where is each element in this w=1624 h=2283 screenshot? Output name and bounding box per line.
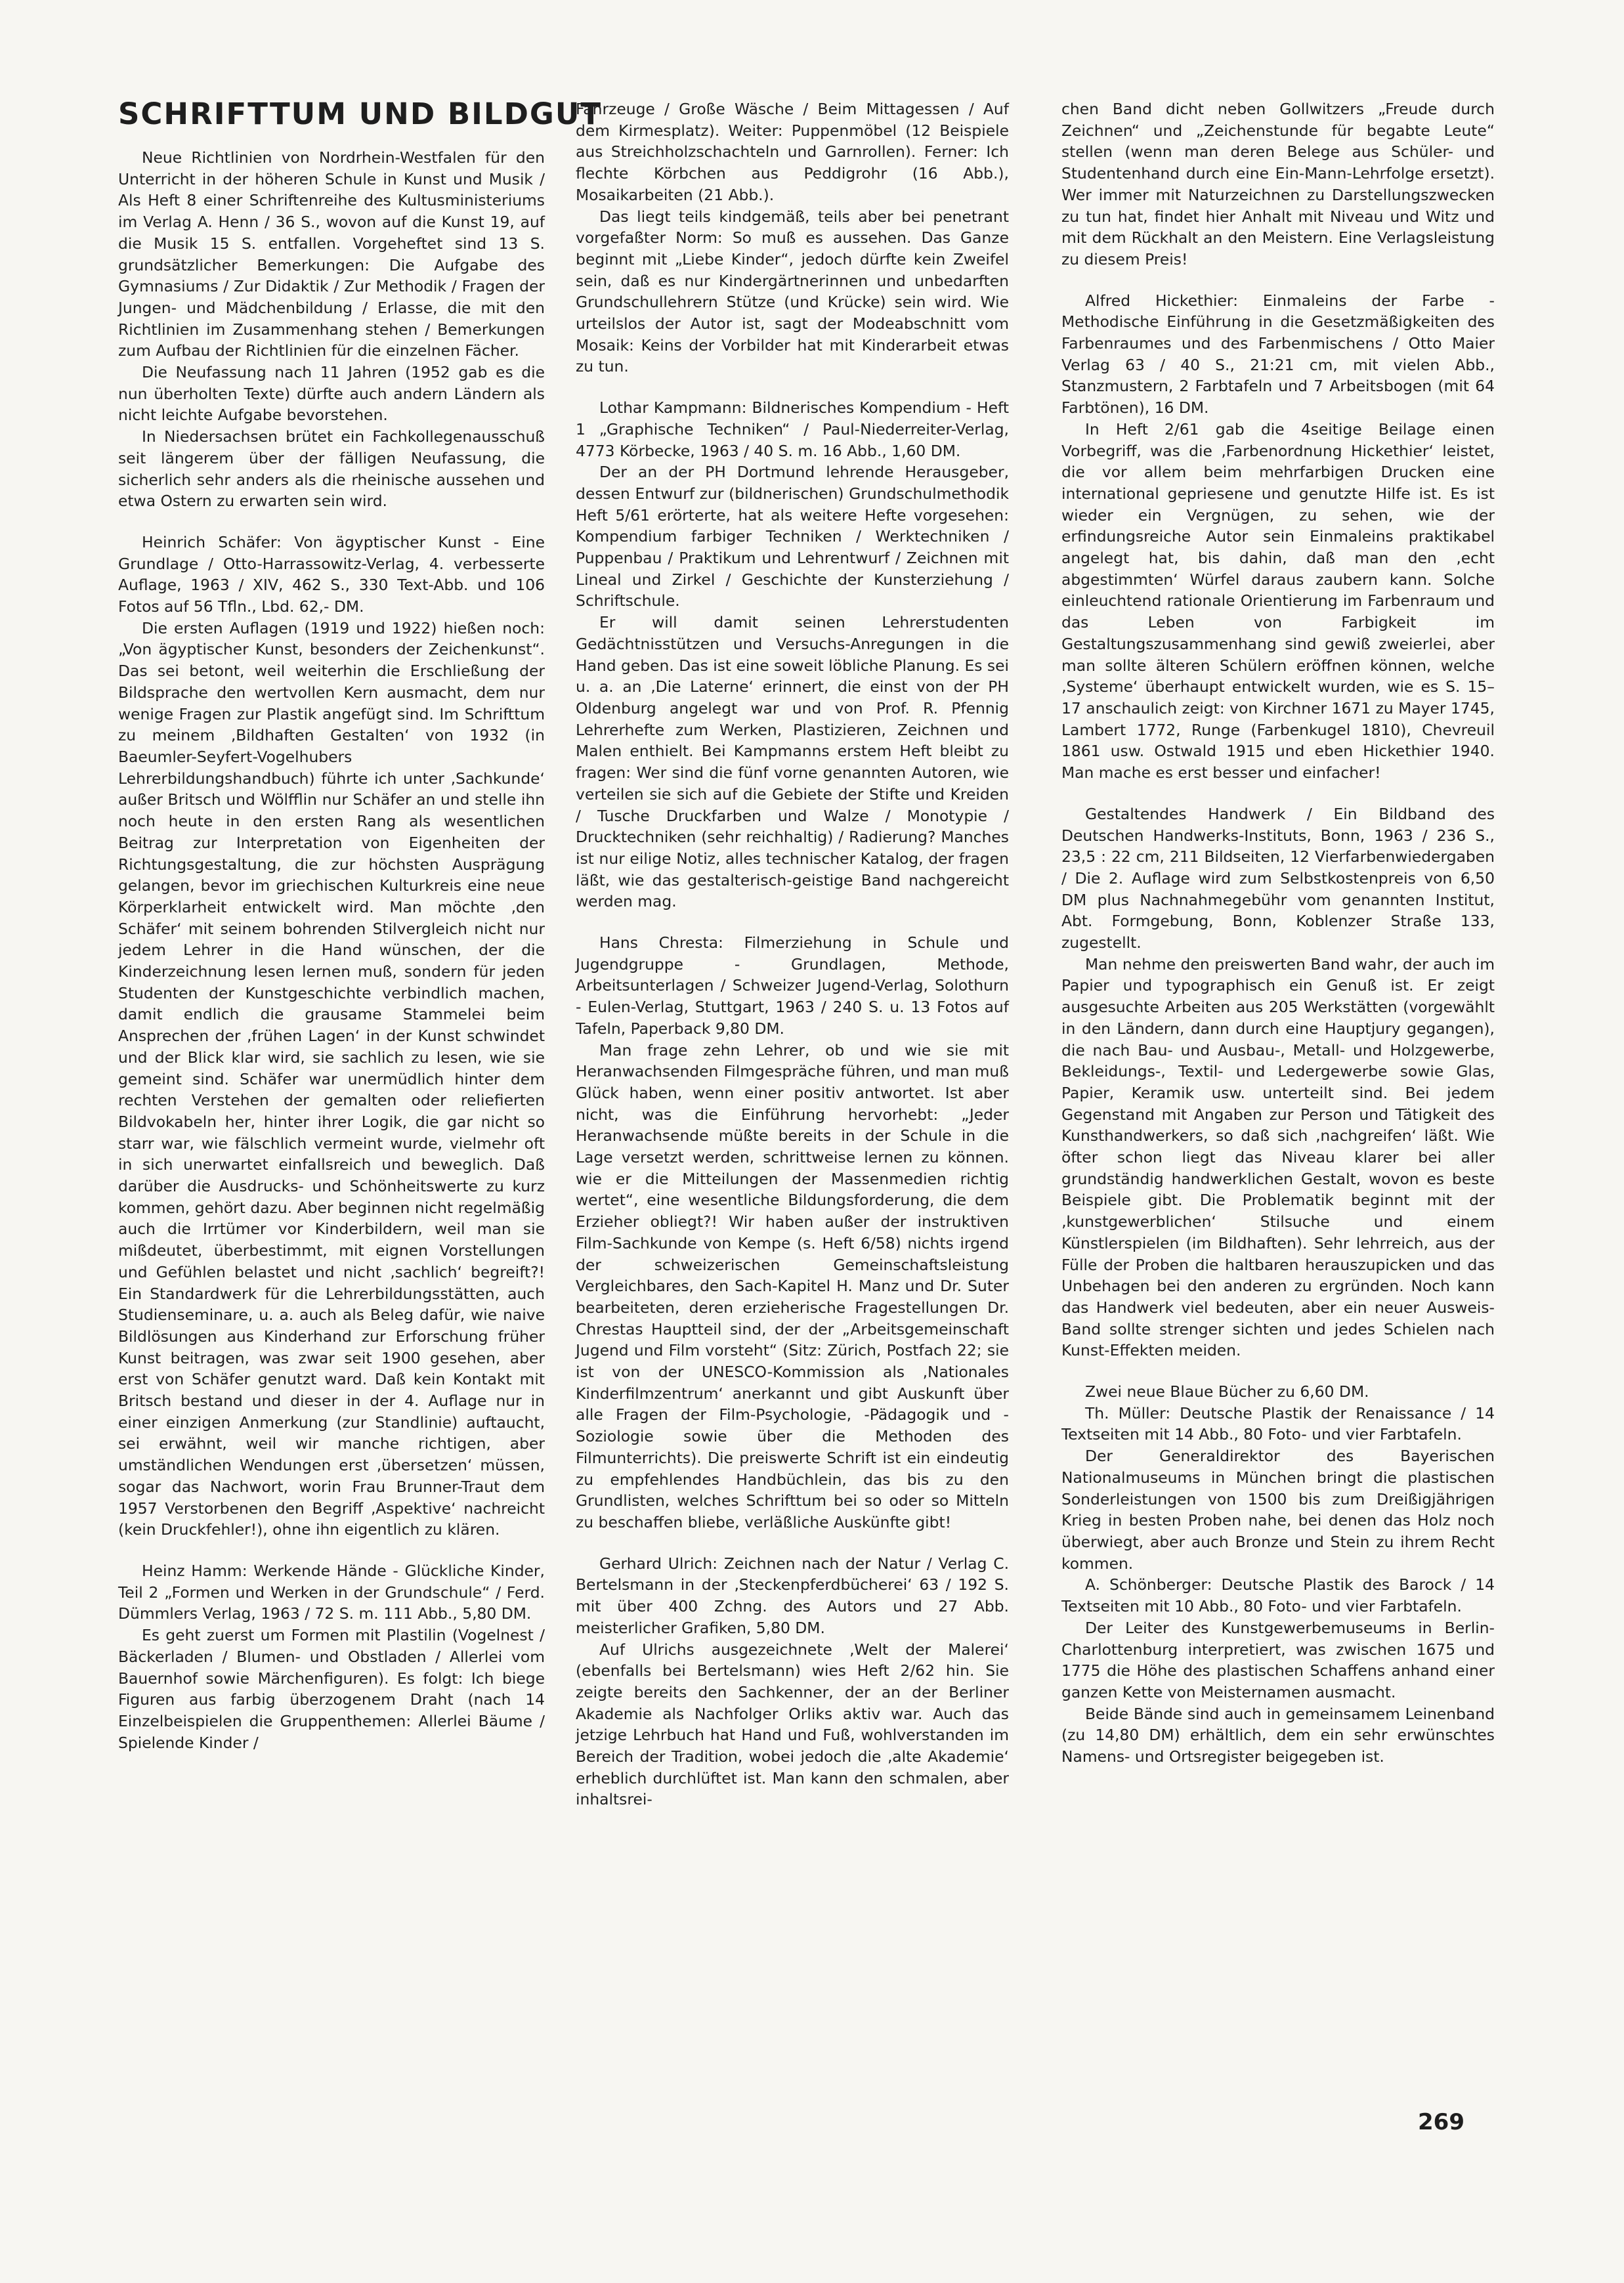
review-hamm-continued: Fahrzeuge / Große Wäsche / Beim Mittagessen / Auf dem Kirmesplatz). Weiter: Puppenmöbel (12 Beispiele aus Streichholzschachteln und Garnrollen). Ferner: Ich flechte Körbchen aus Peddigrohr (16 Abb.), Mosaikarbeiten (21 Abb.).	[576, 100, 1009, 204]
review-handwerk-citation: Gestaltendes Handwerk / Ein Bildband des Deutschen Handwerks-Instituts, Bonn, 1963 / 236 S., 23,5 : 22 cm, 211 Bildseiten, 12 Vierfarbenwiedergaben / Die 2. Auflage wird zum Selbstkostenpreis von 6,50 DM plus Nachnahmegebühr vom genannten Institut, Abt. Formgebung, Bonn, Koblenzer Straße 133, zugestellt.	[1061, 804, 1495, 952]
review-schaefer-text: Die ersten Auflagen (1919 und 1922) hießen noch: „Von ägyptischer Kunst, besonders der Zeichenkunst“. Das sei betont, weil weiterhin die Erschließung der Bildsprache den wertvollen Kern ausmacht, dem nur wenige Fragen zur Plastik angefügt sind. Im Schrifttum zu meinem ‚Bildhaften Gestalten‘ von 1932 (in Baeumler-Seyfert-Vogelhubers Lehrerbildungshandbuch) führte ich unter ‚Sachkunde‘ außer Britsch und Wölfflin nur Schäfer an und stelle ihn noch heute in den ersten Rang als wesentlichen Beitrag zur Interpretation von Eigenheiten der Richtungsgestaltung, die zur höchsten Ausprägung gelangen, bevor im griechischen Kulturkreis eine neue Körperklarheit entwickelt wird. Man möchte ‚den Schäfer‘ mit seinem bohrenden Stilvergleich nicht nur jedem Lehrer in die Hand wünschen, der die Kinderzeichnung lesen lernen muß, sondern für jeden Studenten der Kunstgeschichte verbindlich machen, damit endlich die grausame Stammelei beim Ansprechen der ‚frühen Lagen‘ in der Kunst schwindet und der Blick klar wird, sie sachlich zu lesen, wie sie gemeint sind. Schäfer war unermüdlich hinter dem rechten Verstehen der gemalten oder reliefierten Bildvokabeln her, hinter ihrer Logik, die gar nicht so starr war, wie fälschlich vermeint wurde, vielmehr oft in sich unerwartet einfallsreich und beweglich. Daß darüber die Ausdrucks- und Schönheitswerte zu kurz kommen, gehört dazu. Aber beginnen nicht regelmäßig auch die Irrtümer vor Kinderbildern, weil man sie mißdeutet, überbestimmt, mit eignen Vorstellungen und Gefühlen belastet und nicht ‚sachlich‘ begreift?! Ein Standardwerk für die Lehrerbildungsstätten, auch Studienseminare, u. a. auch als Beleg dafür, wie naive Bildlösungen aus Kinderhand zur Erforschung früher Kunst beitragen, was zwar seit 1900 gesehen, aber erst von Schäfer genutzt ward. Daß kein Kontakt mit Britsch bestand und dieser in der 4. Auflage nur in einer einzigen Anmerkung (zur Standlinie) auftaucht, sei erwähnt, weil wir manche richtigen, aber umständlichen Wendungen erst ‚übersetzen‘ müssen, sogar das Nachwort, worin Frau Brunner-Traut dem 1957 Verstorbenen den Begriff ‚Aspektive‘ nachreicht (kein Druckfehler!), ohne ihn eigentlich zu klären.	[118, 618, 545, 1539]
review-leinenband-text: Beide Bände sind auch in gemeinsamem Leinenband (zu 14,80 DM) erhältlich, dem ein sehr erwünschtes Namens- und Ortsregister beigegeben ist.	[1061, 1704, 1495, 1766]
review-hickethier-citation: Alfred Hickethier: Einmaleins der Farbe - Methodische Einführung in die Gesetzmäßigkeiten des Farbenraumes und des Farbenmischens / Otto Maier Verlag 63 / 40 S., 21:21 cm, mit vielen Abb., Stanzmustern, 2 Farbtafeln und 7 Arbeitsbogen (mit 64 Farbtönen), 16 DM.	[1061, 291, 1495, 417]
review-schoenberger-text: Der Leiter des Kunstgewerbemuseums in Berlin-Charlottenburg interpretiert, was zwischen 1675 und 1775 die Höhe des plastischen Schaffens anhand einer ganzen Kette von Meisternamen ausmacht.	[1061, 1618, 1495, 1701]
review-ulrich-continued: chen Band dicht neben Gollwitzers „Freude durch Zeichnen“ und „Zeichenstunde für begabte Leute“ stellen (wenn man deren Belege aus Schüler- und Studentenhand durch eine Ein-Mann-Lehrfolge ersetzt). Wer immer mit Naturzeichnen zu Darstellungszwecken zu tun hat, findet hier Anhalt mit Niveau und Witz und mit dem Rückhalt an den Meistern. Eine Verlagsleistung zu diesem Preis!	[1061, 100, 1495, 268]
review-kampmann-citation: Lothar Kampmann: Bildnerisches Kompendium - Heft 1 „Graphische Techniken“ / Paul-Niederreiter-Verlag, 4773 Körbecke, 1963 / 40 S. m. 16 Abb., 1,60 DM.	[576, 398, 1009, 460]
review-hickethier-text: In Heft 2/61 gab die 4seitige Beilage einen Vorbegriff, was die ‚Farbenordnung Hickethier‘ leistet, die vor allem beim mehrfarbigen Drucken eine international gepriesene und genutzte Hilfe ist. Es ist wieder ein Vergnügen, zu sehen, wie der erfindungsreiche Autor sein Einmaleins praktikabel angelegt hat, bis dahin, daß man den ‚echt abgestimmten‘ Würfel daraus zaubern kann. Solche einleuchtend rationale Orientierung im Farbenraum und das Leben von Farbigkeit im Gestaltungszusammenhang sind gewiß zweierlei, aber man sollte älteren Schülern eröffnen können, welche ‚Systeme‘ überhaupt entwickelt wurden, wie es S. 15–17 anschaulich zeigt: von Kirchner 1671 zu Mayer 1745, Lambert 1772, Runge (Farbenkugel 1810), Chevreuil 1861 usw. Ostwald 1915 und eben Hickethier 1940. Man mache es erst besser und einfacher!	[1061, 419, 1495, 782]
column-middle	[576, 98, 1009, 1810]
review-chresta-citation: Hans Chresta: Filmerziehung in Schule und Jugendgruppe - Grundlagen, Methode, Arbeitsunterlagen / Schweizer Jugend-Verlag, Solothurn - Eulen-Verlag, Stuttgart, 1963 / 240 S. u. 13 Fotos auf Tafeln, Paperback 9,80 DM.	[576, 933, 1009, 1038]
review-hamm-text: Es geht zuerst um Formen mit Plastilin (Vogelnest / Bäckerladen / Blumen- und Obstladen / Allerlei vom Bauernhof sowie Märchenfiguren). Es folgt: Ich biege Figuren aus farbig überzogenem Draht (nach 14 Einzelbeispielen die Gruppenthemen: Allerlei Bäume / Spielende Kinder /	[118, 1626, 545, 1752]
review-kampmann-text2: Er will damit seinen Lehrerstudenten Gedächtnisstützen und Versuchs-Anregungen in die Hand geben. Das ist eine soweit löbliche Planung. Es sei u. a. an ‚Die Laterne‘ erinnert, die einst von der PH Oldenburg angelegt war und von Prof. R. Pfennig Lehrerhefte zum Werken, Plastizieren, Zeichnen und Malen enthielt. Bei Kampmanns erstem Heft bleibt zu fragen: Wer sind die fünf vorne genannten Autoren, wie verteilen sie sich auf die Gebiete der Stifte und Kreiden / Tusche Druckfarben und Walze / Monotypie / Drucktechniken (sehr reichhaltig) / Radierung? Manches ist nur eilige Notiz, alles technischer Katalog, der fragen läßt, wie das gestalterisch-geistige Band nachgereicht werden mag.	[576, 613, 1009, 911]
review-mueller-citation: Th. Müller: Deutsche Plastik der Renaissance / 14 Textseiten mit 14 Abb., 80 Foto- und vier Farbtafeln.	[1061, 1403, 1495, 1444]
review-blaue-buecher-intro: Zwei neue Blaue Bücher zu 6,60 DM.	[1085, 1382, 1369, 1401]
review-richtlinien-niedersachsen: In Niedersachsen brütet ein Fachkollegenausschuß seit längerem über der fälligen Neufassung, die sicherlich sehr anders als die rheinische aussehen und etwa Ostern zu erwarten sein wird.	[118, 427, 545, 511]
review-handwerk-text: Man nehme den preiswerten Band wahr, der auch im Papier und typographisch ein Genuß ist. Er zeigt ausgesuchte Arbeiten aus 205 Werkstätten (vorgewählt in den Ländern, dann durch eine Hauptjury gegangen), die nach Bau- und Ausbau-, Metall- und Holzgewerbe, Bekleidungs-, Textil- und Ledergewerbe sowie Glas, Papier, Keramik usw. unterteilt sind. Bei jedem Gegenstand mit Angaben zur Person und Tätigkeit des Kunsthandwerkers, so daß sich ‚nachgreifen‘ läßt. Wie öfter schon liegt das Niveau klarer bei aller grundständig handwerklichen Gestalt, wovon es beste Beispiele gibt. Die Problematik beginnt mit der ‚kunstgewerblichen‘ Stilsuche und einem Künstlerspielen (im Bildhaften). Sehr lehrreich, aus der Fülle der Proben die haltbaren herauszupicken und das Unbehagen bei den anderen zu ergründen. Noch kann das Handwerk viel bedeuten, aber ein neuer Ausweis-Band sollte strenger sichten und jedes Schielen nach Kunst-Effekten meiden.	[1061, 954, 1495, 1360]
column-right	[1061, 98, 1495, 1768]
review-richtlinien-intro: Neue Richtlinien von Nordrhein-Westfalen für den Unterricht in der höheren Schule in Kunst und Musik / Als Heft 8 einer Schriftenreihe des Kultusministeriums im Verlag A. Henn / 36 S., wovon auf die Kunst 19, auf die Musik 15 S. entfallen. Vorgeheftet sind 13 S. grundsätzlicher Bemerkungen: Die Aufgabe des Gymnasiums / Zur Didaktik / Zur Methodik / Fragen der Jungen- und Mädchenbildung / Erlasse, die mit den Richtlinien im Zusammenhang stehen / Bemerkungen zum Aufbau der Richtlinien für die einzelnen Fächer.	[118, 148, 545, 360]
review-chresta-text: Man frage zehn Lehrer, ob und wie sie mit Heranwachsenden Filmgespräche führen, und man muß Glück haben, wenn einer positiv antwortet. Ist aber nicht, was die Einführung hervorhebt: „Jeder Heranwachsende müßte bereits in der Schule in die Lage versetzt werden, schrittweise lernen zu können. wie er die Mitteilungen der Massenmedien richtig wertet“, eine wesentliche Bildungsforderung, die dem Erzieher obliegt?! Wir haben außer der instruktiven Film-Sachkunde von Kempe (s. Heft 6/58) nichts irgend der schweizerischen Gemeinschaftsleistung Vergleichbares, den Sach-Kapitel H. Manz und Dr. Suter bearbeiteten, deren erzieherische Fragestellungen Dr. Chrestas Hauptteil sind, der der „Arbeitsgemeinschaft Jugend und Film vorsteht“ (Sitz: Zürich, Postfach 22; sie ist von der UNESCO-Kommission als ‚Nationales Kinderfilmzentrum‘ anerkannt und gibt Auskunft über alle Fragen der Film-Psychologie, -Pädagogik und -Soziologie sowie über die Methoden des Filmunterrichts). Die preiswerte Schrift ist ein eindeutig zu empfehlendes Handbüchlein, das bis zu den Grundlisten, welches Schrifttum bei so oder so Mitteln zu beschaffen bliebe, verläßliche Auskünfte gibt!	[576, 1040, 1009, 1531]
column-left	[118, 96, 603, 1753]
review-richtlinien-neufassung: Die Neufassung nach 11 Jahren (1952 gab es die nun überholten Texte) dürfte auch andern Ländern als nicht leichte Aufgabe bevorstehen.	[118, 363, 545, 425]
section-heading: SCHRIFTTUM UND BILDGUT	[118, 96, 603, 131]
review-kampmann-text1: Der an der PH Dortmund lehrende Herausgeber, dessen Entwurf zur (bildnerischen) Grundschulmethodik Heft 5/61 erörterte, hat als weitere Hefte vorgesehen: Kompendium farbiger Techniken / Werktechniken / Puppenbau / Praktikum und Lehrentwurf / Zeichnen mit Lineal und Zirkel / Geschichte der Kunsterziehung / Schriftschule.	[576, 463, 1009, 610]
review-ulrich-citation: Gerhard Ulrich: Zeichnen nach der Natur / Verlag C. Bertelsmann in der ‚Steckenpferdbücherei‘ 63 / 192 S. mit über 400 Zchng. des Autors und 27 Abb. meisterlicher Grafiken, 5,80 DM.	[576, 1554, 1009, 1637]
review-hamm-citation: Heinz Hamm: Werkende Hände - Glückliche Kinder, Teil 2 „Formen und Werken in der Grundschule“ / Ferd. Dümmlers Verlag, 1963 / 72 S. m. 111 Abb., 5,80 DM.	[118, 1562, 545, 1623]
review-schaefer-citation: Heinrich Schäfer: Von ägyptischer Kunst - Eine Grundlage / Otto-Harrassowitz-Verlag, 4. verbesserte Auflage, 1963 / XIV, 462 S., 330 Text-Abb. und 106 Fotos auf 56 Tfln., Lbd. 62,- DM.	[118, 532, 545, 616]
review-hamm-critique: Das liegt teils kindgemäß, teils aber bei penetrant vorgefaßter Norm: So muß es aussehen. Das Ganze beginnt mit „Liebe Kinder“, jedoch dürfte kein Zweifel sein, daß es nur Kindergärtnerinnen und unbedarften Grundschullehrern Stütze (und Krücke) sein wird. Wie urteilslos der Autor ist, sagt der Modeabschnitt vom Mosaik: Keins der Vorbilder hat mit Kinderarbeit etwas zu tun.	[576, 207, 1009, 376]
review-ulrich-text: Auf Ulrichs ausgezeichnete ‚Welt der Malerei‘ (ebenfalls bei Bertelsmann) wies Heft 2/62 hin. Sie zeigte bereits den Sachkenner, der an der Berliner Akademie als Nachfolger Orliks aktiv war. Auch das jetzige Lehrbuch hat Hand und Fuß, wohlverstanden im Bereich der Tradition, wobei jedoch die ‚alte Akademie‘ erheblich durchlüftet ist. Man kann den schmalen, aber inhaltsrei-	[576, 1640, 1009, 1809]
page-number: 269	[1418, 2109, 1464, 2135]
review-mueller-text: Der Generaldirektor des Bayerischen Nationalmuseums in München bringt die plastischen Sonderleistungen von 1500 bis zum Dreißigjährigen Krieg in besten Proben nahe, bei denen das Holz noch überwiegt, aber auch Bronze und Stein zu ihrem Recht kommen.	[1061, 1447, 1495, 1573]
review-schoenberger-citation: A. Schönberger: Deutsche Plastik des Barock / 14 Textseiten mit 10 Abb., 80 Foto- und vier Farbtafeln.	[1061, 1575, 1495, 1616]
